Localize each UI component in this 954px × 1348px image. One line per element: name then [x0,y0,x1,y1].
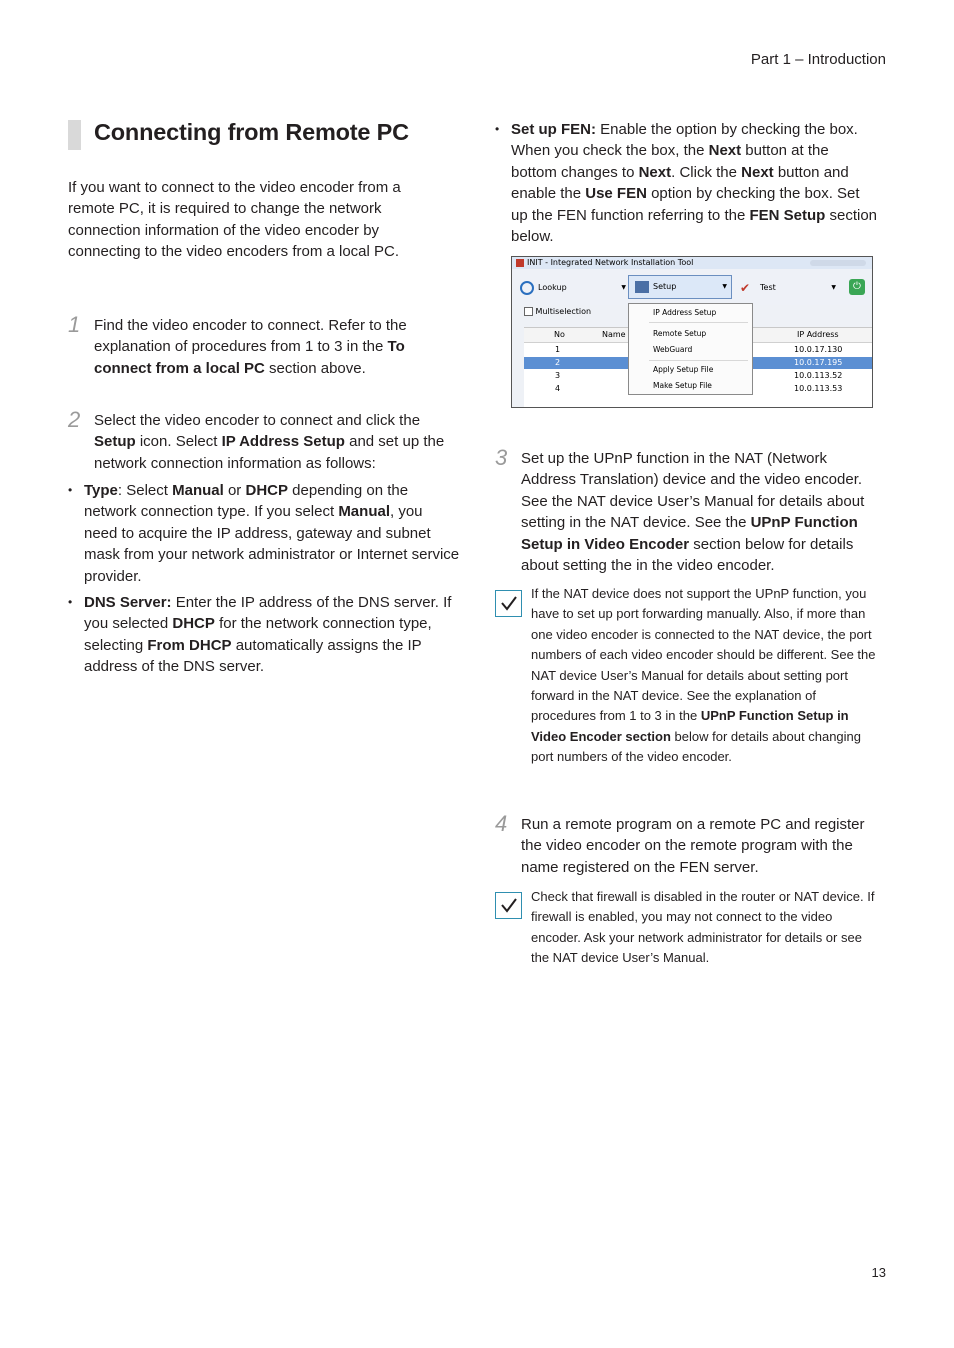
step-4-number: 4 [495,811,508,836]
step-3-text: Set up the UPnP function in the NAT (Network Address Translation) device and the video encoder. See the NAT device User’s Manual for details about setting in the NAT device. See the UPnP Function Setup in Video Encoder section below for details about setting the in the video encoder. [521,450,865,575]
setup-button[interactable]: Setup ▼ [628,275,732,299]
page-number: 13 [871,1265,886,1280]
step-2-bullets [68,480,460,683]
test-button[interactable]: ✔ Test ▼ [740,277,836,299]
dropdown-arrow-icon: ▼ [831,284,836,291]
window-controls [810,260,866,266]
dropdown-arrow-icon: ▼ [621,284,626,291]
lookup-button[interactable]: Lookup ▼ [520,277,626,299]
note-2-text: Check that firewall is disabled in the router or NAT device. If firewall is enabled, you may not connect to the video encoder. Ask your network administrator for details or see the NAT device User’s Manual. [531,889,875,966]
menu-divider [649,322,748,323]
running-header: Part 1 – Introduction [750,51,886,68]
magnifier-icon [520,281,534,295]
checkbox-box [524,307,533,316]
dropdown-arrow-icon: ▼ [722,283,727,290]
power-icon[interactable]: ⏻ [849,279,865,295]
step-1-text: Find the video encoder to connect. Refer to the explanation of procedures from 1 to 3 in the To connect from a local PC section above. [94,317,407,377]
step-3-number: 3 [495,445,508,470]
note-check-icon [495,590,522,617]
step-4-text: Run a remote program on a remote PC and register the video encoder on the remote program with the name registered on the FEN server. [521,816,865,876]
note-check-icon [495,892,522,919]
menu-item-ip-address-setup[interactable]: IP Address Setup [653,308,717,317]
bullet-type: • Type: Select Manual or DHCP depending on the network connection type. If you select Manual, you need to acquire the IP address, gateway and subnet mask from your network administrator or Internet service provider. [68,480,460,587]
table-row[interactable]: 4 10.0.113.53 [555,384,843,393]
setup-dropdown-menu [628,303,753,395]
col-no: No [554,330,565,339]
section-title: Connecting from Remote PC [94,119,409,145]
bullet-set-up-fen: • Set up FEN: Enable the option by checking the box. When you check the box, the Next button at the bottom changes to Next. Click the Next button and enable the Use FEN option by checking the box. Set up the FEN function referring to the FEN Setup section below. [495,119,877,247]
menu-item-webguard[interactable]: WebGuard [653,345,693,354]
screenshot-titlebar [512,257,872,269]
screenshot-toolbar [512,269,872,305]
menu-item-make-setup-file[interactable]: Make Setup File [653,381,712,390]
note-1-text: If the NAT device does not support the UPnP function, you have to set up port forwarding manually. Also, if more than one video encoder is connected to the NAT device, the port numbers of each video encoder should be different. See the NAT device User’s Manual for details about setting port forward in the NAT device. See the explanation of procedures from 1 to 3 in the UPnP Function Setup in Video Encoder section below for details about changing port numbers of the video encoder. [531,586,876,765]
app-icon [516,259,524,267]
table-row-selected[interactable]: 2 10.0.17.195 [524,357,872,369]
setup-icon [635,281,649,293]
test-check-icon: ✔ [740,280,751,295]
fen-bullet-block [495,119,877,252]
bullet-dns-server: • DNS Server: Enter the IP address of the DNS server. If you selected DHCP for the network connection type, selecting From DHCP automatically assigns the IP address of the DNS server. [68,592,460,678]
screenshot-title: INIT - Integrated Network Installation Tool [527,258,694,267]
table-row[interactable]: 1 10.0.17.130 [555,345,843,354]
col-ip: IP Address [797,330,839,339]
menu-divider [649,360,748,361]
heading-marker [68,120,81,150]
intro-paragraph: If you want to connect to the video encoder from a remote PC, it is required to change the network connection information of the video encoder by connecting to the video encoders from a local PC. [68,179,401,261]
init-tool-screenshot [511,256,873,408]
col-name: Name [602,330,626,339]
step-2-number: 2 [68,407,81,432]
multiselection-checkbox[interactable]: Multiselection [524,307,591,316]
table-row[interactable]: 3 10.0.113.52 [555,371,843,380]
menu-item-apply-setup-file[interactable]: Apply Setup File [653,365,714,374]
menu-item-remote-setup[interactable]: Remote Setup [653,329,707,338]
step-1-number: 1 [68,312,81,337]
step-2-text: Select the video encoder to connect and click the Setup icon. Select IP Address Setup and set up the network connection information as follows: [94,412,445,472]
